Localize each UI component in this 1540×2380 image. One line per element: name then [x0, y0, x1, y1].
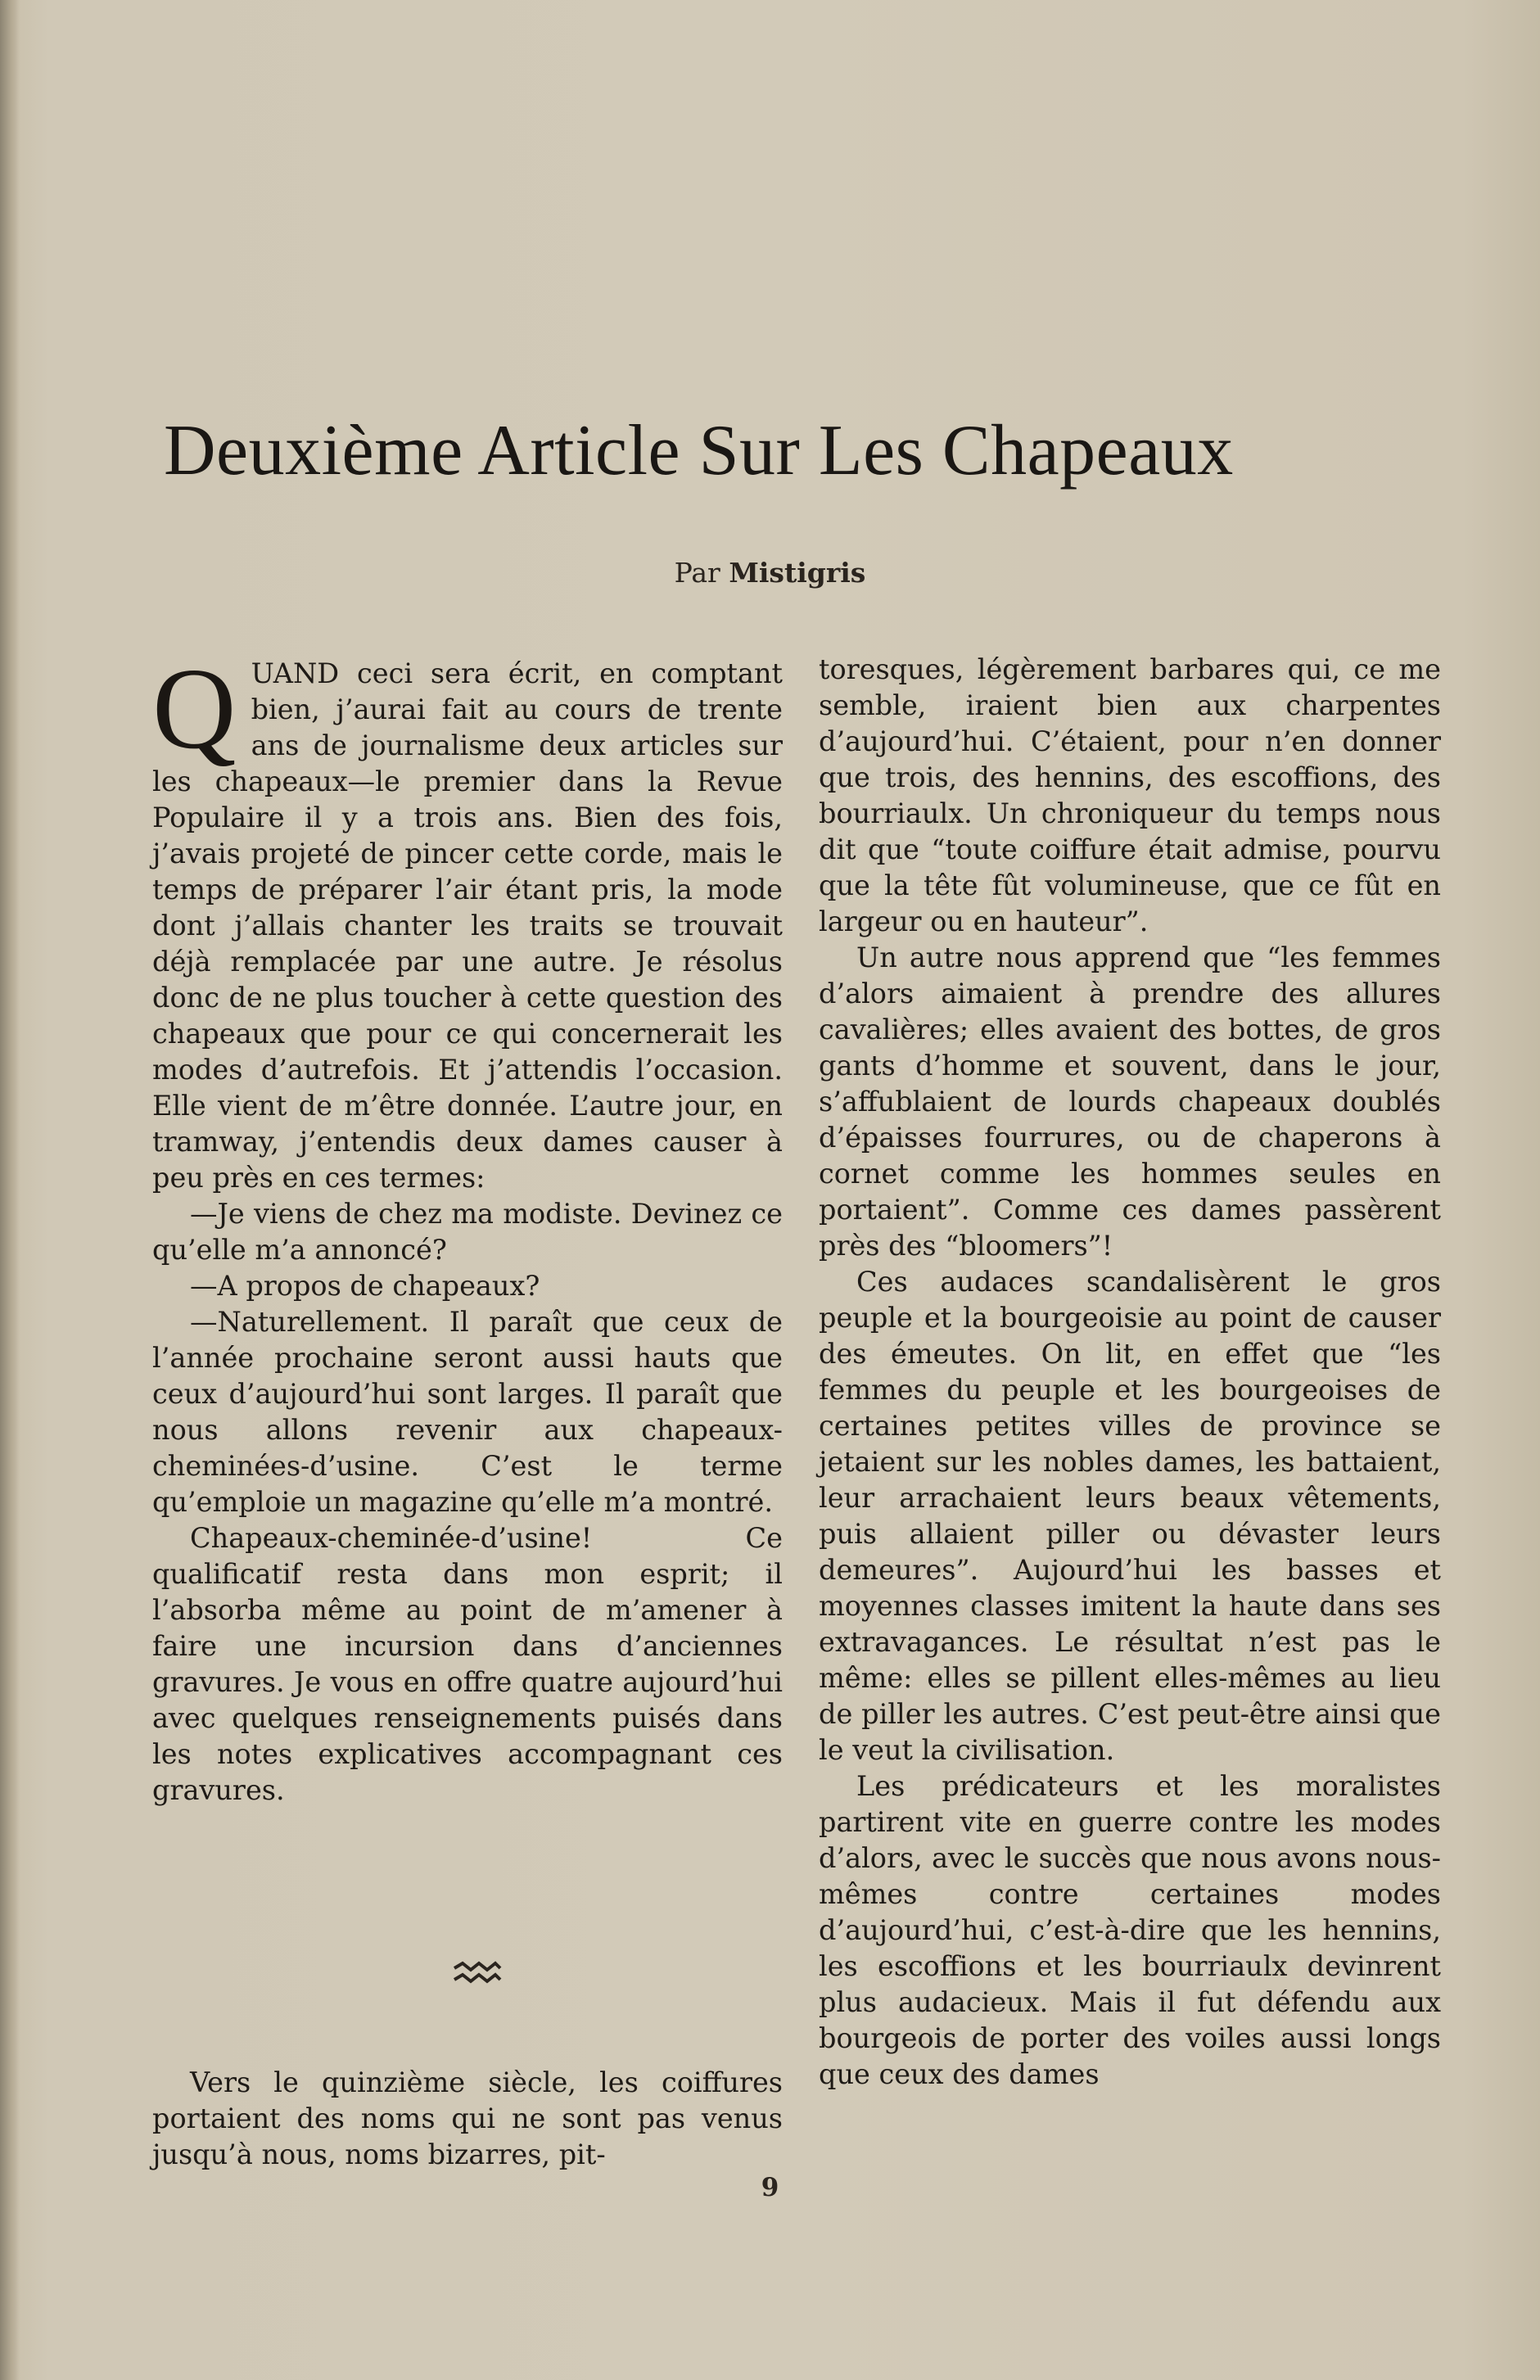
byline-prefix: Par: [674, 557, 720, 589]
page-number: 9: [761, 2173, 779, 2202]
paragraph: Les prédicateurs et les moralistes partirent vite en guerre contre les modes d’alors, avec le succès que nous avons nous-mêmes contre certaines modes d’aujourd’hui, c’est-à-dire que les hennins, les escoffions et les bourriaulx devinrent plus audacieux. Mais il fut défendu aux bourgeois de porter des voiles aussi longs que ceux des dames: [819, 1770, 1441, 2090]
article-title: Deuxième Article Sur Les Chapeaux: [164, 411, 1234, 490]
paragraph: Vers le quinzième siècle, les coiffures portaient des noms qui ne sont pas venus jusqu’à nous, noms bizarres, pit-: [152, 2066, 783, 2170]
section-ornament: [453, 1960, 502, 1989]
byline: [0, 557, 1540, 589]
drop-cap: Q: [152, 644, 237, 773]
paragraph: —A propos de chapeaux?: [190, 1270, 540, 1302]
left-column-continuation: [152, 2065, 783, 2173]
right-column: [819, 652, 1441, 2093]
paragraph: Ces audaces scandalisèrent le gros peuple et la bourgeoisie au point de causer des émeutes. On lit, en effet que “les femmes du peuple et les bourgeoises de certaines petites villes de province se jetaient sur les nobles dames, les battaient, leur arrachaient leurs beaux vêtements, puis allaient piller ou dévaster leurs demeures”. Aujourd’hui les basses et moyennes classes imitent la haute dans ses extravagances. Le résultat n’est pas le même: elles se pillent elles-mêmes au lieu de piller les autres. C’est peut-être ainsi que le veut la civilisation.: [819, 1266, 1441, 1766]
paragraph: toresques, légèrement barbares qui, ce me semble, iraient bien aux charpentes d’aujourd’hui. C’étaient, pour n’en donner que trois, des hennins, des escoffions, des bourriaulx. Un chroniqueur du temps nous dit que “toute coiffure était admise, pourvu que la tête fût volumineuse, que ce fût en largeur ou en hauteur”.: [819, 653, 1441, 937]
paragraph: —Je viens de chez ma modiste. Devinez ce qu’elle m’a annoncé?: [152, 1198, 783, 1266]
paragraph: [152, 644, 783, 1196]
paragraph: —Naturellement. Il paraît que ceux de l’année prochaine seront aussi hauts que ceux d’aujourd’hui sont larges. Il paraît que nous allons revenir aux chapeaux-cheminées-d’usine. C’est le terme qu’emploie un magazine qu’elle m’a montré.: [152, 1306, 783, 1518]
left-column: [152, 644, 783, 1809]
paragraph: Chapeaux-cheminée-d’usine! Ce qualificatif resta dans mon esprit; il l’absorba même au point de m’amener à faire une incursion dans d’anciennes gravures. Je vous en offre quatre aujourd’hui avec quelques renseignements puisés dans les notes explicatives accompagnant ces gravures.: [152, 1522, 783, 1806]
paragraph: Un autre nous apprend que “les femmes d’alors aimaient à prendre des allures cavalières; elles avaient des bottes, de gros gants d’homme et souvent, dans le jour, s’affublaient de lourds chapeaux doublés d’épaisses fourrures, ou de chaperons à cornet comme les hommes seules en portaient”. Comme ces dames passèrent près des “bloomers”!: [819, 942, 1441, 1262]
binding-edge: [0, 0, 20, 2380]
paragraph-text: UAND ceci sera écrit, en comptant bien, j’aurai fait au cours de trente ans de journalisme deux articles sur les chapeaux—le premier dans la Revue Populaire il y a trois ans. Bien des fois, j’avais projeté de pincer cette corde, mais le temps de préparer l’air étant pris, la mode dont j’allais chanter les traits se trouvait déjà remplacée par une autre. Je résolus donc de ne plus toucher à cette question des chapeaux que pour ce qui concernerait les modes d’autrefois. Et j’attendis l’occasion. Elle vient de m’être donnée. L’autre jour, en tramway, j’entendis deux dames causer à peu près en ces termes:: [152, 657, 783, 1194]
author-name: Mistigris: [729, 557, 866, 589]
